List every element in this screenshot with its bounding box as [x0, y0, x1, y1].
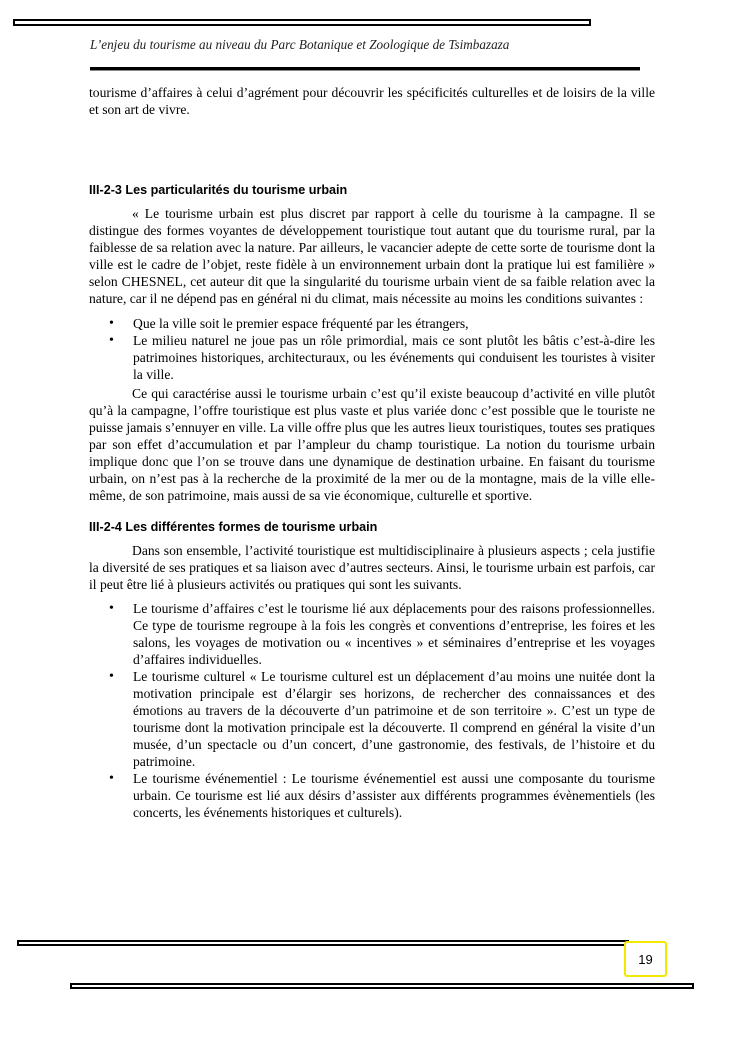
footer-frame — [17, 940, 629, 946]
section-2-3-bullet-list — [89, 315, 655, 383]
section-2-3-paragraph-2: Ce qui caractérise aussi le tourisme urbain c’est qu’il existe beaucoup d’activité en ville plutôt qu’à la campagne, l’offre touristique est plus vaste et plus variée donc c’est possible que le touriste ne puisse jamais s’ennuyer en ville. La ville offre plus que les autres lieux touristiques, toutes ses pratiques par son effet d’accumulation et par l’ampleur du champ touristique. La notion du tourisme urbain implique donc que l’on se trouve dans une dynamique de destination urbaine. En faisant du tourisme urbain, on n’est pas à la recherche de la proximité de la mer ou de la montagne, mais de la ville elle-même, de son patrimoine, mais aussi de sa vie économique, culturelle et sportive. — [89, 386, 655, 503]
list-item: • Le milieu naturel ne joue pas un rôle primordial, mais ce sont plutôt les bâtis c’est-à-dire les patrimoines historiques, architecturaux, ou les événements qui conduisent les touristes à visiter la ville. — [89, 332, 655, 383]
list-item: • Que la ville soit le premier espace fréquenté par les étrangers, — [89, 315, 655, 332]
footer-frame-lower — [70, 983, 694, 989]
page-number: 19 — [624, 941, 667, 977]
section-heading-2-3: III-2-3 Les particularités du tourisme urbain — [89, 183, 348, 197]
list-item: • Le tourisme d’affaires c’est le tourisme lié aux déplacements pour des raisons professionnelles. Ce type de tourisme regroupe à la fois les congrès et conventions d’entreprise, les foires et les salons, les voyages de motivation ou « incentives » et séminaires d’entreprise et les voyages d’affaires individuelles. — [89, 600, 655, 668]
section-heading-2-4: III-2-4 Les différentes formes de tourisme urbain — [89, 520, 378, 534]
section-2-4-paragraph-1: Dans son ensemble, l’activité touristique est multidisciplinaire à plusieurs aspects ; cela justifie la diversité de ses pratiques et sa liaison avec d’autres secteurs. Ainsi, le tourisme urbain est parfois, car il peut être lié à plusieurs activités ou pratiques qui sont les suivants. — [89, 543, 655, 592]
list-item: • Le tourisme culturel « Le tourisme culturel est un déplacement d’au moins une nuitée dont la motivation principale est d’élargir ses horizons, de rechercher des connaissances et des émotions au travers de la découverte d’un patrimoine et de son territoire ». C’est un type de tourisme dont la motivation principale est la découverte. Il comprend en général la visite d’un musée, d’un spectacle ou d’un concert, d’une gastronomie, des festivals, de l’histoire et du patrimoine. — [89, 668, 655, 770]
header-rule — [90, 67, 640, 70]
section-2-4-bullet-list — [89, 600, 655, 821]
list-item: • Le tourisme événementiel : Le tourisme événementiel est aussi une composante du tourisme urbain. Ce tourisme est lié aux désirs d’assister aux différents programmes évènementiels (les concerts, les événements historiques et culturels). — [89, 770, 655, 821]
intro-paragraph: tourisme d’affaires à celui d’agrément pour découvrir les spécificités culturelles et de loisirs de la ville et son art de vivre. — [89, 85, 655, 117]
running-header: L’enjeu du tourisme au niveau du Parc Botanique et Zoologique de Tsimbazaza — [90, 37, 510, 52]
header-frame — [13, 19, 591, 26]
section-2-3-paragraph-1: « Le tourisme urbain est plus discret par rapport à celle du tourisme à la campagne. Il se distingue des formes voyantes de développement touristique tout autant que du tourisme rural, par la faiblesse de sa relation avec la nature. Par ailleurs, le vacancier adepte de cette sorte de tourisme dont la ville est le cadre de l’objet, reste fidèle à un environnement urbain dont la pratique lui est familière » selon CHESNEL, cet auteur dit que la singularité du tourisme urbain vient de sa faible relation avec la nature, car il ne dépend pas en général ni du climat, mais nécessite au moins les conditions suivantes : — [89, 206, 655, 306]
page-body — [89, 84, 655, 821]
